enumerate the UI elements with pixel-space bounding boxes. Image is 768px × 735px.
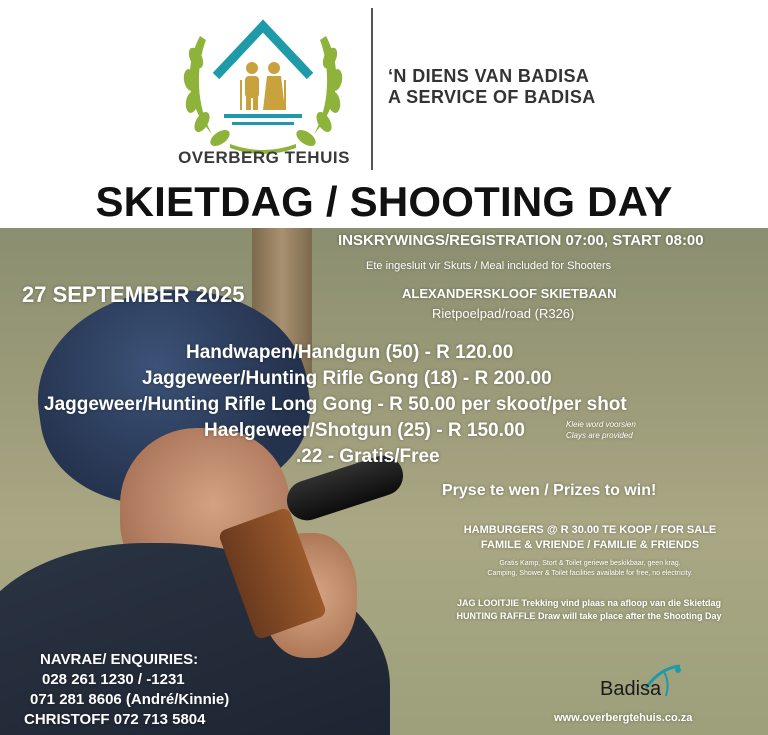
service-line-af: ‘N DIENS VAN BADISA — [388, 66, 590, 86]
raffle-en: HUNTING RAFFLE Draw will take place after the Shooting Day — [456, 611, 722, 621]
enquiries-phone-3: CHRISTOFF 072 713 5804 — [24, 711, 206, 728]
badisa-brand: Badisa — [600, 678, 662, 700]
facilities-af: Gratis Kamp, Stort & Toilet geriewe beskikbaar, geen krag. — [499, 560, 681, 567]
hamburgers: HAMBURGERS @ R 30.00 TE KOOP / FOR SALE — [463, 524, 717, 536]
header — [0, 0, 768, 228]
clays-note-af: Kleie word voorsien — [566, 420, 636, 429]
service-statement — [388, 66, 596, 108]
venue-name: ALEXANDERSKLOOF SKIETBAAN — [402, 286, 617, 301]
price-handgun: Handwapen/Handgun (50) - R 120.00 — [186, 342, 514, 363]
event-date: 27 SEPTEMBER 2025 — [22, 282, 245, 307]
family-friends: FAMILE & VRIENDE / FAMILIE & FRIENDS — [480, 539, 700, 551]
price-hunting-gong: Jaggeweer/Hunting Rifle Gong (18) - R 200.00 — [142, 368, 552, 389]
enquiries-phone-2: 071 281 8606 (André/Kinnie) — [30, 691, 230, 708]
registration-time: INSKRYWINGS/REGISTRATION 07:00, START 08:00 — [338, 232, 704, 249]
meal-note: Ete ingesluit vir Skuts / Meal included for Shooters — [366, 260, 612, 272]
service-line-en: A SERVICE OF BADISA — [388, 87, 596, 107]
website-link[interactable]: www.overbergtehuis.co.za — [554, 712, 693, 724]
page-title: SKIETDAG / SHOOTING DAY — [95, 178, 673, 225]
prizes: Pryse te wen / Prizes to win! — [442, 482, 657, 499]
enquiries-phone-1: 028 261 1230 / -1231 — [42, 671, 185, 688]
shooter-photo — [0, 228, 768, 735]
price-hunting-long-gong: Jaggeweer/Hunting Rifle Long Gong - R 50.00 per skoot/per shot — [44, 394, 627, 415]
raffle-af: JAG LOOITJIE Trekking vind plaas na afloop van die Skietdag — [456, 598, 722, 608]
facilities-en: Camping, Shower & Toilet facilities available for free, no electricity. — [487, 570, 693, 577]
clays-note-en: Clays are provided — [566, 431, 633, 440]
org-name: OVERBERG TEHUIS — [178, 148, 350, 167]
price-shotgun: Haelgeweer/Shotgun (25) - R 150.00 — [204, 420, 525, 441]
enquiries-heading: NAVRAE/ ENQUIRIES: — [40, 651, 199, 668]
price-22: .22 - Gratis/Free — [296, 446, 440, 467]
header-divider — [371, 8, 373, 170]
venue-road: Rietpoelpad/road (R326) — [432, 306, 575, 321]
